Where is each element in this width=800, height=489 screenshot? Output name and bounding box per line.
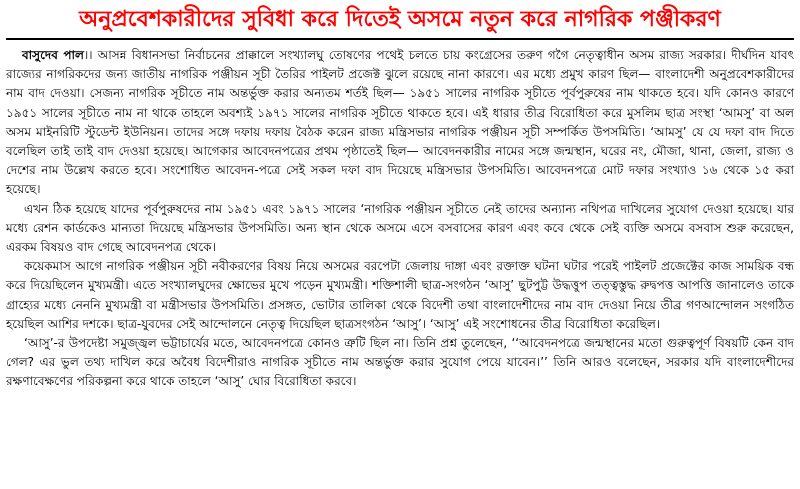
paragraph-1-text: ।। আসন্ন বিধানসভা নির্বাচনের প্রাক্কালে সংখ্যালঘু তোষণের পথেই চলতে চায় কংগ্রেসের তরুণ গগৈ নেতৃত্বাধীন অসম রাজ্য সরকার। দীর্ঘদিন যাবৎ রাজ্যের নাগরিকদের জন্য জাতীয় নাগরিক পঞ্জীয়ন সূচী তৈরির পাইলট প্রজেক্ট ঝুলে রয়েছে নানা কারণে। এর মধ্যে প্রমুখ কারণ ছিল— বাংলাদেশী অনুপ্রবেশকারীদের নাম বাদ দেওয়া। সেজন্য নাগরিক সূচীতে নাম অন্তর্ভুক্ত করার অন্যতম শর্তই ছিল— ১৯৫১ সালের নাগরিক সূচীতে পূর্বপুরুষের নাম থাকতে হবে। যদি কোনও কারণে ১৯৫১ সালের সূচীতে নাম না থাকে তাহলে অবশ্যই ১৯৭১ সালের নাগরিক সূচীতে থাকতে হবে। এই ধারার তীব্র বিরোধিতা করে মুসলিম ছাত্র সংস্থা ‘আমসু’ বা অল অসম মাইনরিটি স্টুডেন্ট ইউনিয়ন। তাদের সঙ্গে দফায় দফায় বৈঠক করেন রাজ্য মন্ত্রিসভার নাগরিক পঞ্জীয়ন সূচী সম্পর্কিত উপসমিতি। ‘আমসু’ যে যে দফা বাদ দিতে বলেছিল তাই তাই বাদ দেওয়া হয়েছে। আগেকার আবেদনপত্রের প্রথম পৃষ্ঠাতেই ছিল— আবেদনকারীর নামের সঙ্গে জন্মস্থান, ঘরের নং, মৌজা, থানা, জেলা, রাজ্য ও দেশের নাম উল্লেখ করতে হবে। সংশোধিত আবেদন-পত্রে সেই সকল দফা বাদ দিয়েছে মন্ত্রিসভার উপসমিতি। আবেদনপত্রে মোট দফার সংখ্যাও ১৬ থেকে ১৫ করা হয়েছে। <box>6 48 794 197</box>
byline: বাসুদেব পাল <box>22 48 84 62</box>
article-paragraph-3: কয়েকমাস আগে নাগরিক পঞ্জীয়ন সূচী নবীকরণের বিষয় নিয়ে অসমের বরপেটা জেলায় দাঙ্গা এবং রক্তাক্ত ঘটনা ঘটার পরেই পাইলট প্রজেক্টের কাজ সাময়িক বন্ধ করে দিয়েছিলেন মুখ্যমন্ত্রী। এতে সংখ্যালঘুদের ক্ষোভের মুখে পড়েন মুখ্যমন্ত্রী। শক্তিশালী ছাত্র-সংগঠন ‘আসু’ ছুটপুট্ট উদ্ধত্তুপ তত্ত্বস্তুদ্ধ রুদ্বপত্ত আপত্তি জানালেও তাকে গ্রাহ্যের মধ্যে নেননি মুখ্যমন্ত্রী বা মন্ত্রীসভার উপসমিতি। প্রসঙ্গত, ভোটার তালিকা থেকে বিদেশী তথা বাংলাদেশীদের নাম বাদ দেওয়া নিয়ে তীব্র গণআন্দোলন সংগঠিত হয়েছিল আশির দশকে। ছাত্র-যুবদের সেই আন্দোলনে নেতৃত্ব দিয়েছিল ছাত্রসংগঠন ‘আসু’। ‘আসু’ এই সংশোধনের তীব্র বিরোধিতা করেছিল। <box>6 259 794 331</box>
article-body <box>6 46 794 392</box>
headline: অনুপ্রবেশকারীদের সুবিধা করে দিতেই অসমে নতুন করে নাগরিক পঞ্জীকরণ <box>79 7 721 32</box>
headline-divider <box>6 38 794 40</box>
article-paragraph-1 <box>6 46 794 200</box>
article-paragraph-4: ‘আসু’-র উপদেষ্টা সমুজ্জ্বল ভট্টাচার্যের মতে, আবেদনপত্রে কোনও ত্রুটি ছিল না। তিনি প্রশ্ন তুলেছেন, ‘‘আবেদনপত্রে জন্মস্থানের মতো গুরুত্বপূর্ণ বিষয়টি কেন বাদ গেল? এর ভুল তথ্য দাখিল করে অবৈধ বিদেশীরাও নাগরিক সূচীতে নাম অন্তর্ভুক্ত করার সুযোগ পেয়ে যাবেন।’’ তিনি আরও বলেছেন, সরকার যদি বাংলাদেশীদের রক্ষণাবেক্ষণের পরিকল্পনা করে থাকে তাহলে ‘আসু’ ঘোর বিরোধিতা করবে। <box>6 336 794 389</box>
article-paragraph-2: এখন ঠিক হয়েছে যাদের পূর্বপুরুষদের নাম ১৯৫১ এবং ১৯৭১ সালের ‘নাগরিক পঞ্জীয়ন সূচীতে নেই তাদের অন্যান্য নথিপত্র দাখিলের সুযোগ দেওয়া হয়েছে। যার মধ্যে রেশন কার্ডকেও মান্যতা দিয়েছে মন্ত্রিসভার উপসমিতি। অন্য স্থান থেকে অসমে এসে বসবাসের কারণ এবং কবে থেকে সেই ব্যক্তি অসমে বসবাস শুরু করেছেন, এরকম বিষয়ও বাদ গেছে আবেদনপত্র থেকে। <box>6 201 794 255</box>
